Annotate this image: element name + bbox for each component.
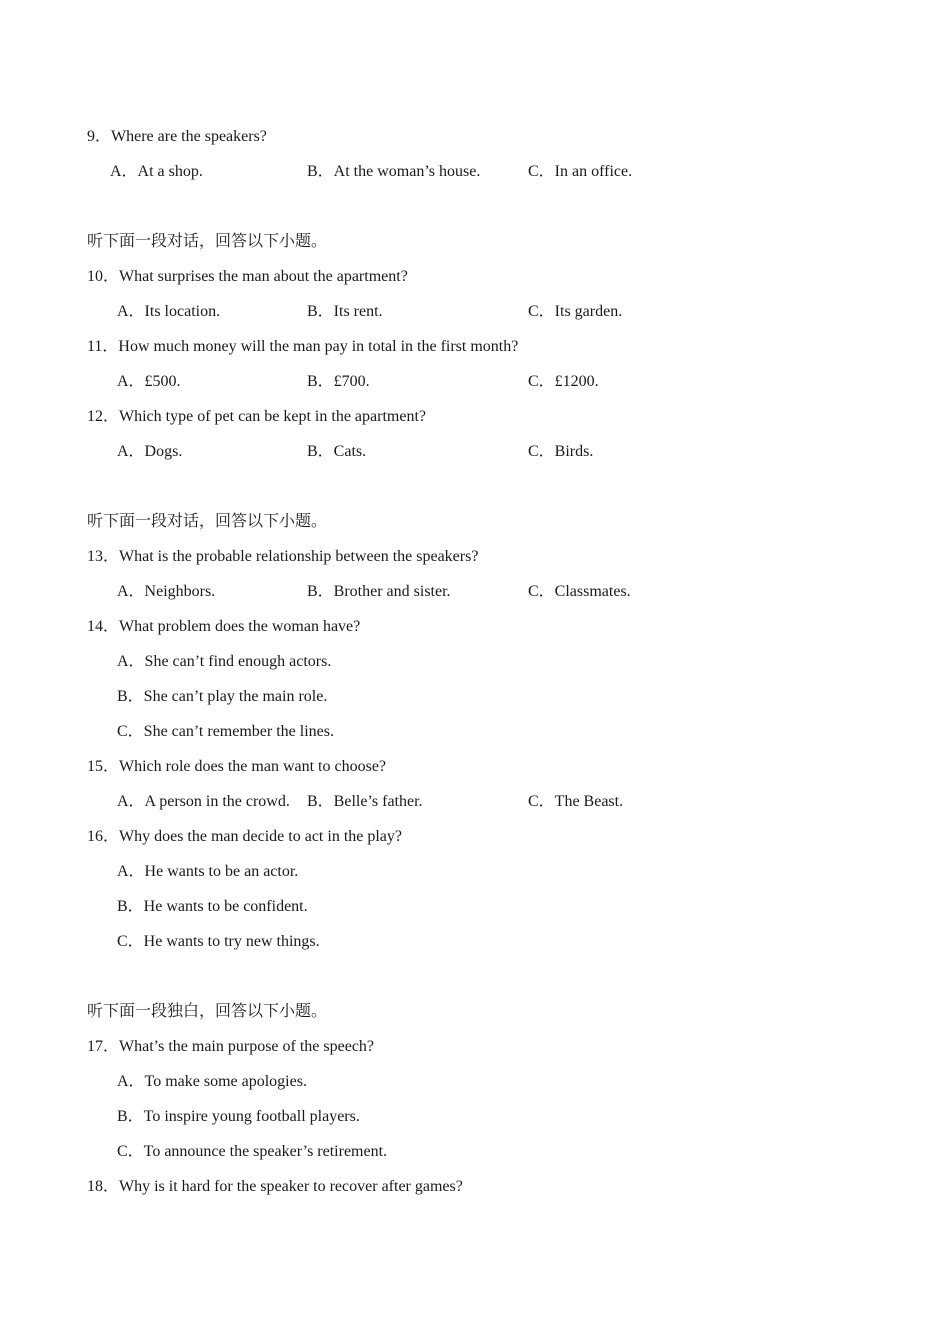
question-11-option-c: C．£1200.: [528, 373, 599, 390]
question-13-option-c: C．Classmates.: [528, 583, 631, 600]
question-11-stem: 11．How much money will the man pay in total in the first month?: [87, 338, 519, 355]
question-14-option-c: C．She can’t remember the lines.: [117, 723, 334, 740]
question-16-option-c: C．He wants to try new things.: [117, 933, 320, 950]
question-13-option-b: B．Brother and sister.: [307, 583, 451, 600]
question-17-option-a: A．To make some apologies.: [117, 1073, 307, 1090]
question-14-stem: 14．What problem does the woman have?: [87, 618, 361, 635]
question-15-option-c: C．The Beast.: [528, 793, 624, 810]
question-12-stem: 12．Which type of pet can be kept in the apartment?: [87, 408, 426, 425]
question-16-stem: 16．Why does the man decide to act in the play?: [87, 828, 403, 845]
question-16-option-a: A．He wants to be an actor.: [117, 863, 299, 880]
question-13-option-a: A．Neighbors.: [117, 583, 216, 600]
question-15-stem: 15．Which role does the man want to choose?: [87, 758, 387, 775]
question-15-option-a: A．A person in the crowd.: [117, 793, 290, 810]
question-16-option-b: B．He wants to be confident.: [117, 898, 308, 915]
question-9-option-b: B．At the woman’s house.: [307, 163, 481, 180]
question-11-option-a: A．£500.: [117, 373, 181, 390]
question-13-stem: 13．What is the probable relationship between the speakers?: [87, 548, 479, 565]
section-intro-dialogue-2: 听下面一段对话，回答以下小题。: [87, 513, 328, 530]
question-11-option-b: B．£700.: [307, 373, 370, 390]
question-10-stem: 10．What surprises the man about the apartment?: [87, 268, 408, 285]
question-10-option-c: C．Its garden.: [528, 303, 623, 320]
question-17-option-c: C．To announce the speaker’s retirement.: [117, 1143, 388, 1160]
question-14-option-b: B．She can’t play the main role.: [117, 688, 328, 705]
question-9-stem: 9．Where are the speakers?: [87, 128, 267, 145]
question-17-stem: 17．What’s the main purpose of the speech?: [87, 1038, 375, 1055]
question-9-option-a: A．At a shop.: [110, 163, 203, 180]
section-intro-monologue: 听下面一段独白，回答以下小题。: [87, 1003, 328, 1020]
question-15-option-b: B．Belle’s father.: [307, 793, 423, 810]
question-9-option-c: C．In an office.: [528, 163, 633, 180]
question-18-stem: 18．Why is it hard for the speaker to recover after games?: [87, 1178, 463, 1195]
question-10-option-a: A．Its location.: [117, 303, 221, 320]
question-12-option-c: C．Birds.: [528, 443, 594, 460]
question-12-option-b: B．Cats.: [307, 443, 367, 460]
question-17-option-b: B．To inspire young football players.: [117, 1108, 360, 1125]
question-12-option-a: A．Dogs.: [117, 443, 183, 460]
section-intro-dialogue-1: 听下面一段对话，回答以下小题。: [87, 233, 328, 250]
question-10-option-b: B．Its rent.: [307, 303, 383, 320]
question-14-option-a: A．She can’t find enough actors.: [117, 653, 332, 670]
